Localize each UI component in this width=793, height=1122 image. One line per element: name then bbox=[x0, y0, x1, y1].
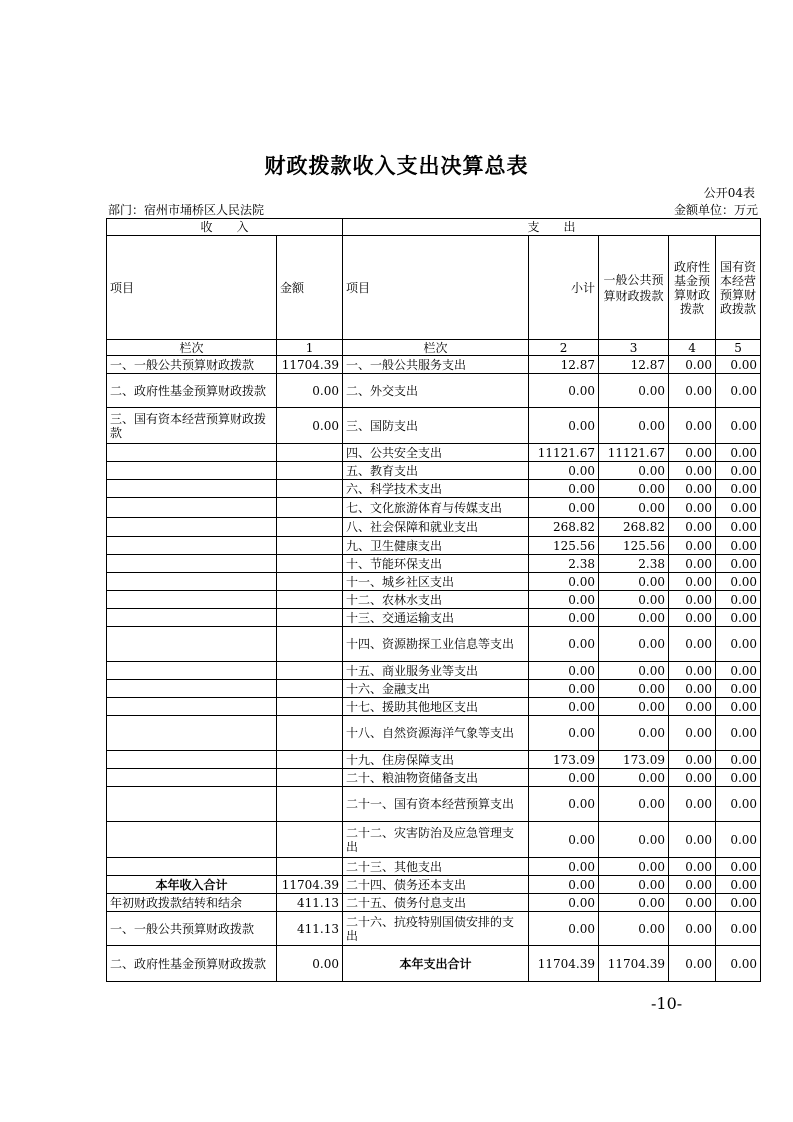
general-budget-cell: 0.00 bbox=[599, 698, 669, 716]
expense-item-header: 项目 bbox=[343, 236, 529, 340]
general-budget-cell: 0.00 bbox=[599, 894, 669, 912]
income-amount-cell: 0.00 bbox=[277, 946, 343, 982]
subtotal-cell: 0.00 bbox=[529, 462, 599, 480]
state-capital-cell: 0.00 bbox=[716, 627, 761, 662]
income-amount-cell bbox=[277, 751, 343, 769]
table-row bbox=[107, 591, 761, 609]
income-item-cell: 二、政府性基金预算财政拨款 bbox=[107, 374, 277, 408]
general-budget-cell: 0.00 bbox=[599, 498, 669, 518]
gov-fund-cell: 0.00 bbox=[669, 822, 716, 858]
table-row bbox=[107, 716, 761, 751]
state-capital-cell: 0.00 bbox=[716, 894, 761, 912]
income-amount-cell bbox=[277, 498, 343, 518]
table-row bbox=[107, 769, 761, 787]
income-item-cell bbox=[107, 498, 277, 518]
column-header-row bbox=[107, 236, 761, 340]
income-item-cell bbox=[107, 480, 277, 498]
state-capital-cell: 0.00 bbox=[716, 408, 761, 444]
state-capital-cell: 0.00 bbox=[716, 751, 761, 769]
subtotal-cell: 0.00 bbox=[529, 698, 599, 716]
subtotal-cell: 0.00 bbox=[529, 787, 599, 822]
table-row bbox=[107, 627, 761, 662]
general-budget-cell: 12.87 bbox=[599, 356, 669, 374]
income-item-cell bbox=[107, 518, 277, 537]
income-amount-cell bbox=[277, 555, 343, 573]
income-amount-cell: 11704.39 bbox=[277, 876, 343, 894]
table-row bbox=[107, 573, 761, 591]
section-header-row bbox=[107, 219, 761, 236]
income-item-cell bbox=[107, 769, 277, 787]
gov-fund-cell: 0.00 bbox=[669, 356, 716, 374]
state-capital-cell: 0.00 bbox=[716, 698, 761, 716]
state-capital-cell: 0.00 bbox=[716, 518, 761, 537]
state-capital-cell: 0.00 bbox=[716, 573, 761, 591]
income-amount-cell bbox=[277, 462, 343, 480]
general-budget-cell: 0.00 bbox=[599, 573, 669, 591]
income-item-cell bbox=[107, 627, 277, 662]
expense-item-cell: 十八、自然资源海洋气象等支出 bbox=[343, 716, 529, 751]
gov-fund-cell: 0.00 bbox=[669, 444, 716, 462]
general-budget-cell: 0.00 bbox=[599, 680, 669, 698]
gov-fund-cell: 0.00 bbox=[669, 751, 716, 769]
table-row bbox=[107, 498, 761, 518]
income-item-cell bbox=[107, 698, 277, 716]
income-item-cell: 一、一般公共预算财政拨款 bbox=[107, 356, 277, 374]
subtotal-cell: 0.00 bbox=[529, 876, 599, 894]
expense-item-cell: 一、一般公共服务支出 bbox=[343, 356, 529, 374]
expense-item-cell: 二十、粮油物资储备支出 bbox=[343, 769, 529, 787]
expense-row-label: 栏次 bbox=[343, 340, 529, 356]
subtotal-cell: 0.00 bbox=[529, 912, 599, 946]
general-budget-cell: 11704.39 bbox=[599, 946, 669, 982]
state-capital-cell: 0.00 bbox=[716, 946, 761, 982]
expense-item-cell: 十六、金融支出 bbox=[343, 680, 529, 698]
gov-fund-cell: 0.00 bbox=[669, 555, 716, 573]
income-amount-cell bbox=[277, 787, 343, 822]
general-budget-cell: 0.00 bbox=[599, 787, 669, 822]
general-budget-cell: 268.82 bbox=[599, 518, 669, 537]
table-row bbox=[107, 480, 761, 498]
general-budget-cell: 0.00 bbox=[599, 462, 669, 480]
general-budget-cell: 173.09 bbox=[599, 751, 669, 769]
subtotal-cell: 0.00 bbox=[529, 627, 599, 662]
income-amount-cell bbox=[277, 573, 343, 591]
income-item-cell bbox=[107, 858, 277, 876]
state-capital-cell: 0.00 bbox=[716, 537, 761, 555]
general-budget-cell: 0.00 bbox=[599, 876, 669, 894]
income-item-cell: 三、国有资本经营预算财政拨款 bbox=[107, 408, 277, 444]
expense-item-cell: 十三、交通运输支出 bbox=[343, 609, 529, 627]
gov-fund-cell: 0.00 bbox=[669, 662, 716, 680]
state-capital-cell: 0.00 bbox=[716, 680, 761, 698]
row-label: 栏次 bbox=[107, 340, 277, 356]
gov-fund-cell: 0.00 bbox=[669, 480, 716, 498]
income-item-cell bbox=[107, 716, 277, 751]
income-item-cell bbox=[107, 462, 277, 480]
gov-fund-cell: 0.00 bbox=[669, 609, 716, 627]
income-amount-cell bbox=[277, 609, 343, 627]
table-row bbox=[107, 444, 761, 462]
state-capital-cell: 0.00 bbox=[716, 555, 761, 573]
expense-item-cell: 十四、资源勘探工业信息等支出 bbox=[343, 627, 529, 662]
income-item-cell bbox=[107, 751, 277, 769]
income-item-cell bbox=[107, 444, 277, 462]
general-budget-cell: 2.38 bbox=[599, 555, 669, 573]
table-row bbox=[107, 408, 761, 444]
table-row bbox=[107, 822, 761, 858]
income-amount-cell: 0.00 bbox=[277, 408, 343, 444]
income-item-cell bbox=[107, 680, 277, 698]
table-row bbox=[107, 787, 761, 822]
income-header: 收 入 bbox=[107, 219, 343, 236]
income-item-cell: 本年收入合计 bbox=[107, 876, 277, 894]
gov-fund-cell: 0.00 bbox=[669, 573, 716, 591]
state-capital-cell: 0.00 bbox=[716, 912, 761, 946]
income-amount-header: 金额 bbox=[277, 236, 343, 340]
income-item-cell: 一、一般公共预算财政拨款 bbox=[107, 912, 277, 946]
gov-fund-cell: 0.00 bbox=[669, 698, 716, 716]
table-row bbox=[107, 356, 761, 374]
general-budget-cell: 0.00 bbox=[599, 822, 669, 858]
state-capital-cell: 0.00 bbox=[716, 609, 761, 627]
state-capital-cell: 0.00 bbox=[716, 462, 761, 480]
expense-item-cell: 六、科学技术支出 bbox=[343, 480, 529, 498]
state-capital-cell: 0.00 bbox=[716, 858, 761, 876]
subtotal-cell: 0.00 bbox=[529, 662, 599, 680]
table-row bbox=[107, 374, 761, 408]
subtotal-cell: 0.00 bbox=[529, 822, 599, 858]
expense-item-cell: 十七、援助其他地区支出 bbox=[343, 698, 529, 716]
state-capital-cell: 0.00 bbox=[716, 444, 761, 462]
column-index-row bbox=[107, 340, 761, 356]
income-amount-cell: 11704.39 bbox=[277, 356, 343, 374]
col-index-1: 1 bbox=[277, 340, 343, 356]
state-capital-cell: 0.00 bbox=[716, 498, 761, 518]
subtotal-cell: 11121.67 bbox=[529, 444, 599, 462]
state-capital-cell: 0.00 bbox=[716, 374, 761, 408]
general-budget-cell: 0.00 bbox=[599, 591, 669, 609]
state-capital-cell: 0.00 bbox=[716, 662, 761, 680]
table-row bbox=[107, 751, 761, 769]
income-item-cell bbox=[107, 555, 277, 573]
state-capital-cell: 0.00 bbox=[716, 716, 761, 751]
expense-item-cell: 四、公共安全支出 bbox=[343, 444, 529, 462]
col-index-3: 3 bbox=[599, 340, 669, 356]
subtotal-cell: 0.00 bbox=[529, 374, 599, 408]
income-amount-cell bbox=[277, 591, 343, 609]
general-budget-cell: 0.00 bbox=[599, 408, 669, 444]
gov-fund-cell: 0.00 bbox=[669, 591, 716, 609]
general-budget-cell: 0.00 bbox=[599, 662, 669, 680]
page-title: 财政拨款收入支出决算总表 bbox=[264, 153, 529, 178]
subtotal-cell: 0.00 bbox=[529, 609, 599, 627]
income-amount-cell bbox=[277, 537, 343, 555]
gov-fund-cell: 0.00 bbox=[669, 537, 716, 555]
state-capital-cell: 0.00 bbox=[716, 356, 761, 374]
gov-fund-cell: 0.00 bbox=[669, 627, 716, 662]
general-budget-cell: 0.00 bbox=[599, 627, 669, 662]
income-item-header: 项目 bbox=[107, 236, 277, 340]
table-row bbox=[107, 680, 761, 698]
expense-item-cell: 十一、城乡社区支出 bbox=[343, 573, 529, 591]
expense-item-cell: 三、国防支出 bbox=[343, 408, 529, 444]
income-item-cell bbox=[107, 591, 277, 609]
general-budget-cell: 0.00 bbox=[599, 374, 669, 408]
general-budget-cell: 0.00 bbox=[599, 858, 669, 876]
income-item-cell bbox=[107, 573, 277, 591]
state-capital-cell: 0.00 bbox=[716, 876, 761, 894]
subtotal-cell: 0.00 bbox=[529, 716, 599, 751]
subtotal-cell: 0.00 bbox=[529, 894, 599, 912]
expense-item-cell: 九、卫生健康支出 bbox=[343, 537, 529, 555]
gov-fund-cell: 0.00 bbox=[669, 716, 716, 751]
gov-fund-cell: 0.00 bbox=[669, 894, 716, 912]
subtotal-cell: 125.56 bbox=[529, 537, 599, 555]
gov-fund-cell: 0.00 bbox=[669, 408, 716, 444]
expense-item-cell: 十、节能环保支出 bbox=[343, 555, 529, 573]
general-budget-cell: 11121.67 bbox=[599, 444, 669, 462]
state-capital-header: 国有资本经营预算财政拨款 bbox=[716, 236, 761, 340]
general-budget-cell: 125.56 bbox=[599, 537, 669, 555]
state-capital-cell: 0.00 bbox=[716, 787, 761, 822]
table-row bbox=[107, 555, 761, 573]
state-capital-cell: 0.00 bbox=[716, 822, 761, 858]
income-amount-cell bbox=[277, 698, 343, 716]
col-index-2: 2 bbox=[529, 340, 599, 356]
subtotal-cell: 0.00 bbox=[529, 408, 599, 444]
income-item-cell bbox=[107, 822, 277, 858]
gov-fund-cell: 0.00 bbox=[669, 518, 716, 537]
subtotal-cell: 0.00 bbox=[529, 480, 599, 498]
income-item-cell bbox=[107, 787, 277, 822]
gov-fund-cell: 0.00 bbox=[669, 876, 716, 894]
expense-header: 支 出 bbox=[343, 219, 761, 236]
budget-table bbox=[106, 218, 761, 982]
subtotal-cell: 0.00 bbox=[529, 769, 599, 787]
col-index-5: 5 bbox=[716, 340, 761, 356]
subtotal-cell: 0.00 bbox=[529, 680, 599, 698]
gov-fund-cell: 0.00 bbox=[669, 680, 716, 698]
income-amount-cell: 0.00 bbox=[277, 374, 343, 408]
income-amount-cell bbox=[277, 822, 343, 858]
gov-fund-header: 政府性基金预算财政拨款 bbox=[669, 236, 716, 340]
expense-item-cell: 十九、住房保障支出 bbox=[343, 751, 529, 769]
expense-item-cell: 本年支出合计 bbox=[343, 946, 529, 982]
subtotal-cell: 2.38 bbox=[529, 555, 599, 573]
gov-fund-cell: 0.00 bbox=[669, 912, 716, 946]
gov-fund-cell: 0.00 bbox=[669, 787, 716, 822]
expense-item-cell: 七、文化旅游体育与传媒支出 bbox=[343, 498, 529, 518]
table-row bbox=[107, 876, 761, 894]
expense-item-cell: 二十六、抗疫特别国债安排的支出 bbox=[343, 912, 529, 946]
income-amount-cell bbox=[277, 662, 343, 680]
subtotal-cell: 0.00 bbox=[529, 858, 599, 876]
table-row bbox=[107, 894, 761, 912]
subtotal-cell: 11704.39 bbox=[529, 946, 599, 982]
table-row bbox=[107, 858, 761, 876]
gov-fund-cell: 0.00 bbox=[669, 858, 716, 876]
department-label: 部门：宿州市埇桥区人民法院 bbox=[108, 203, 265, 217]
income-amount-cell bbox=[277, 680, 343, 698]
table-row bbox=[107, 609, 761, 627]
gov-fund-cell: 0.00 bbox=[669, 462, 716, 480]
general-budget-cell: 0.00 bbox=[599, 912, 669, 946]
col-index-4: 4 bbox=[669, 340, 716, 356]
state-capital-cell: 0.00 bbox=[716, 591, 761, 609]
expense-item-cell: 二十一、国有资本经营预算支出 bbox=[343, 787, 529, 822]
expense-item-cell: 二十三、其他支出 bbox=[343, 858, 529, 876]
expense-item-cell: 八、社会保障和就业支出 bbox=[343, 518, 529, 537]
state-capital-cell: 0.00 bbox=[716, 480, 761, 498]
income-amount-cell: 411.13 bbox=[277, 894, 343, 912]
gov-fund-cell: 0.00 bbox=[669, 946, 716, 982]
expense-item-cell: 二十五、债务付息支出 bbox=[343, 894, 529, 912]
subtotal-cell: 12.87 bbox=[529, 356, 599, 374]
page-number: -10- bbox=[651, 994, 683, 1013]
income-item-cell: 年初财政拨款结转和结余 bbox=[107, 894, 277, 912]
state-capital-cell: 0.00 bbox=[716, 769, 761, 787]
income-amount-cell bbox=[277, 480, 343, 498]
gov-fund-cell: 0.00 bbox=[669, 498, 716, 518]
income-amount-cell bbox=[277, 769, 343, 787]
general-budget-cell: 0.00 bbox=[599, 716, 669, 751]
income-item-cell bbox=[107, 537, 277, 555]
income-amount-cell bbox=[277, 627, 343, 662]
form-number: 公开04表 bbox=[703, 186, 755, 200]
expense-item-cell: 二十四、债务还本支出 bbox=[343, 876, 529, 894]
expense-item-cell: 五、教育支出 bbox=[343, 462, 529, 480]
income-amount-cell bbox=[277, 858, 343, 876]
expense-item-cell: 二十二、灾害防治及应急管理支出 bbox=[343, 822, 529, 858]
expense-item-cell: 十二、农林水支出 bbox=[343, 591, 529, 609]
table-row bbox=[107, 537, 761, 555]
income-amount-cell bbox=[277, 716, 343, 751]
income-item-cell bbox=[107, 609, 277, 627]
gov-fund-cell: 0.00 bbox=[669, 374, 716, 408]
subtotal-cell: 268.82 bbox=[529, 518, 599, 537]
general-budget-cell: 0.00 bbox=[599, 609, 669, 627]
expense-item-cell: 二、外交支出 bbox=[343, 374, 529, 408]
general-budget-header: 一般公共预算财政拨款 bbox=[599, 236, 669, 340]
table-row bbox=[107, 662, 761, 680]
subtotal-header: 小计 bbox=[529, 236, 599, 340]
income-item-cell bbox=[107, 662, 277, 680]
subtotal-cell: 0.00 bbox=[529, 573, 599, 591]
gov-fund-cell: 0.00 bbox=[669, 769, 716, 787]
subtotal-cell: 173.09 bbox=[529, 751, 599, 769]
income-amount-cell: 411.13 bbox=[277, 912, 343, 946]
table-row bbox=[107, 462, 761, 480]
general-budget-cell: 0.00 bbox=[599, 769, 669, 787]
subtotal-cell: 0.00 bbox=[529, 498, 599, 518]
table-row bbox=[107, 698, 761, 716]
general-budget-cell: 0.00 bbox=[599, 480, 669, 498]
income-amount-cell bbox=[277, 518, 343, 537]
unit-label: 金额单位：万元 bbox=[673, 203, 758, 217]
expense-item-cell: 十五、商业服务业等支出 bbox=[343, 662, 529, 680]
table-row bbox=[107, 518, 761, 537]
income-amount-cell bbox=[277, 444, 343, 462]
table-row bbox=[107, 912, 761, 946]
table-row bbox=[107, 946, 761, 982]
subtotal-cell: 0.00 bbox=[529, 591, 599, 609]
income-item-cell: 二、政府性基金预算财政拨款 bbox=[107, 946, 277, 982]
